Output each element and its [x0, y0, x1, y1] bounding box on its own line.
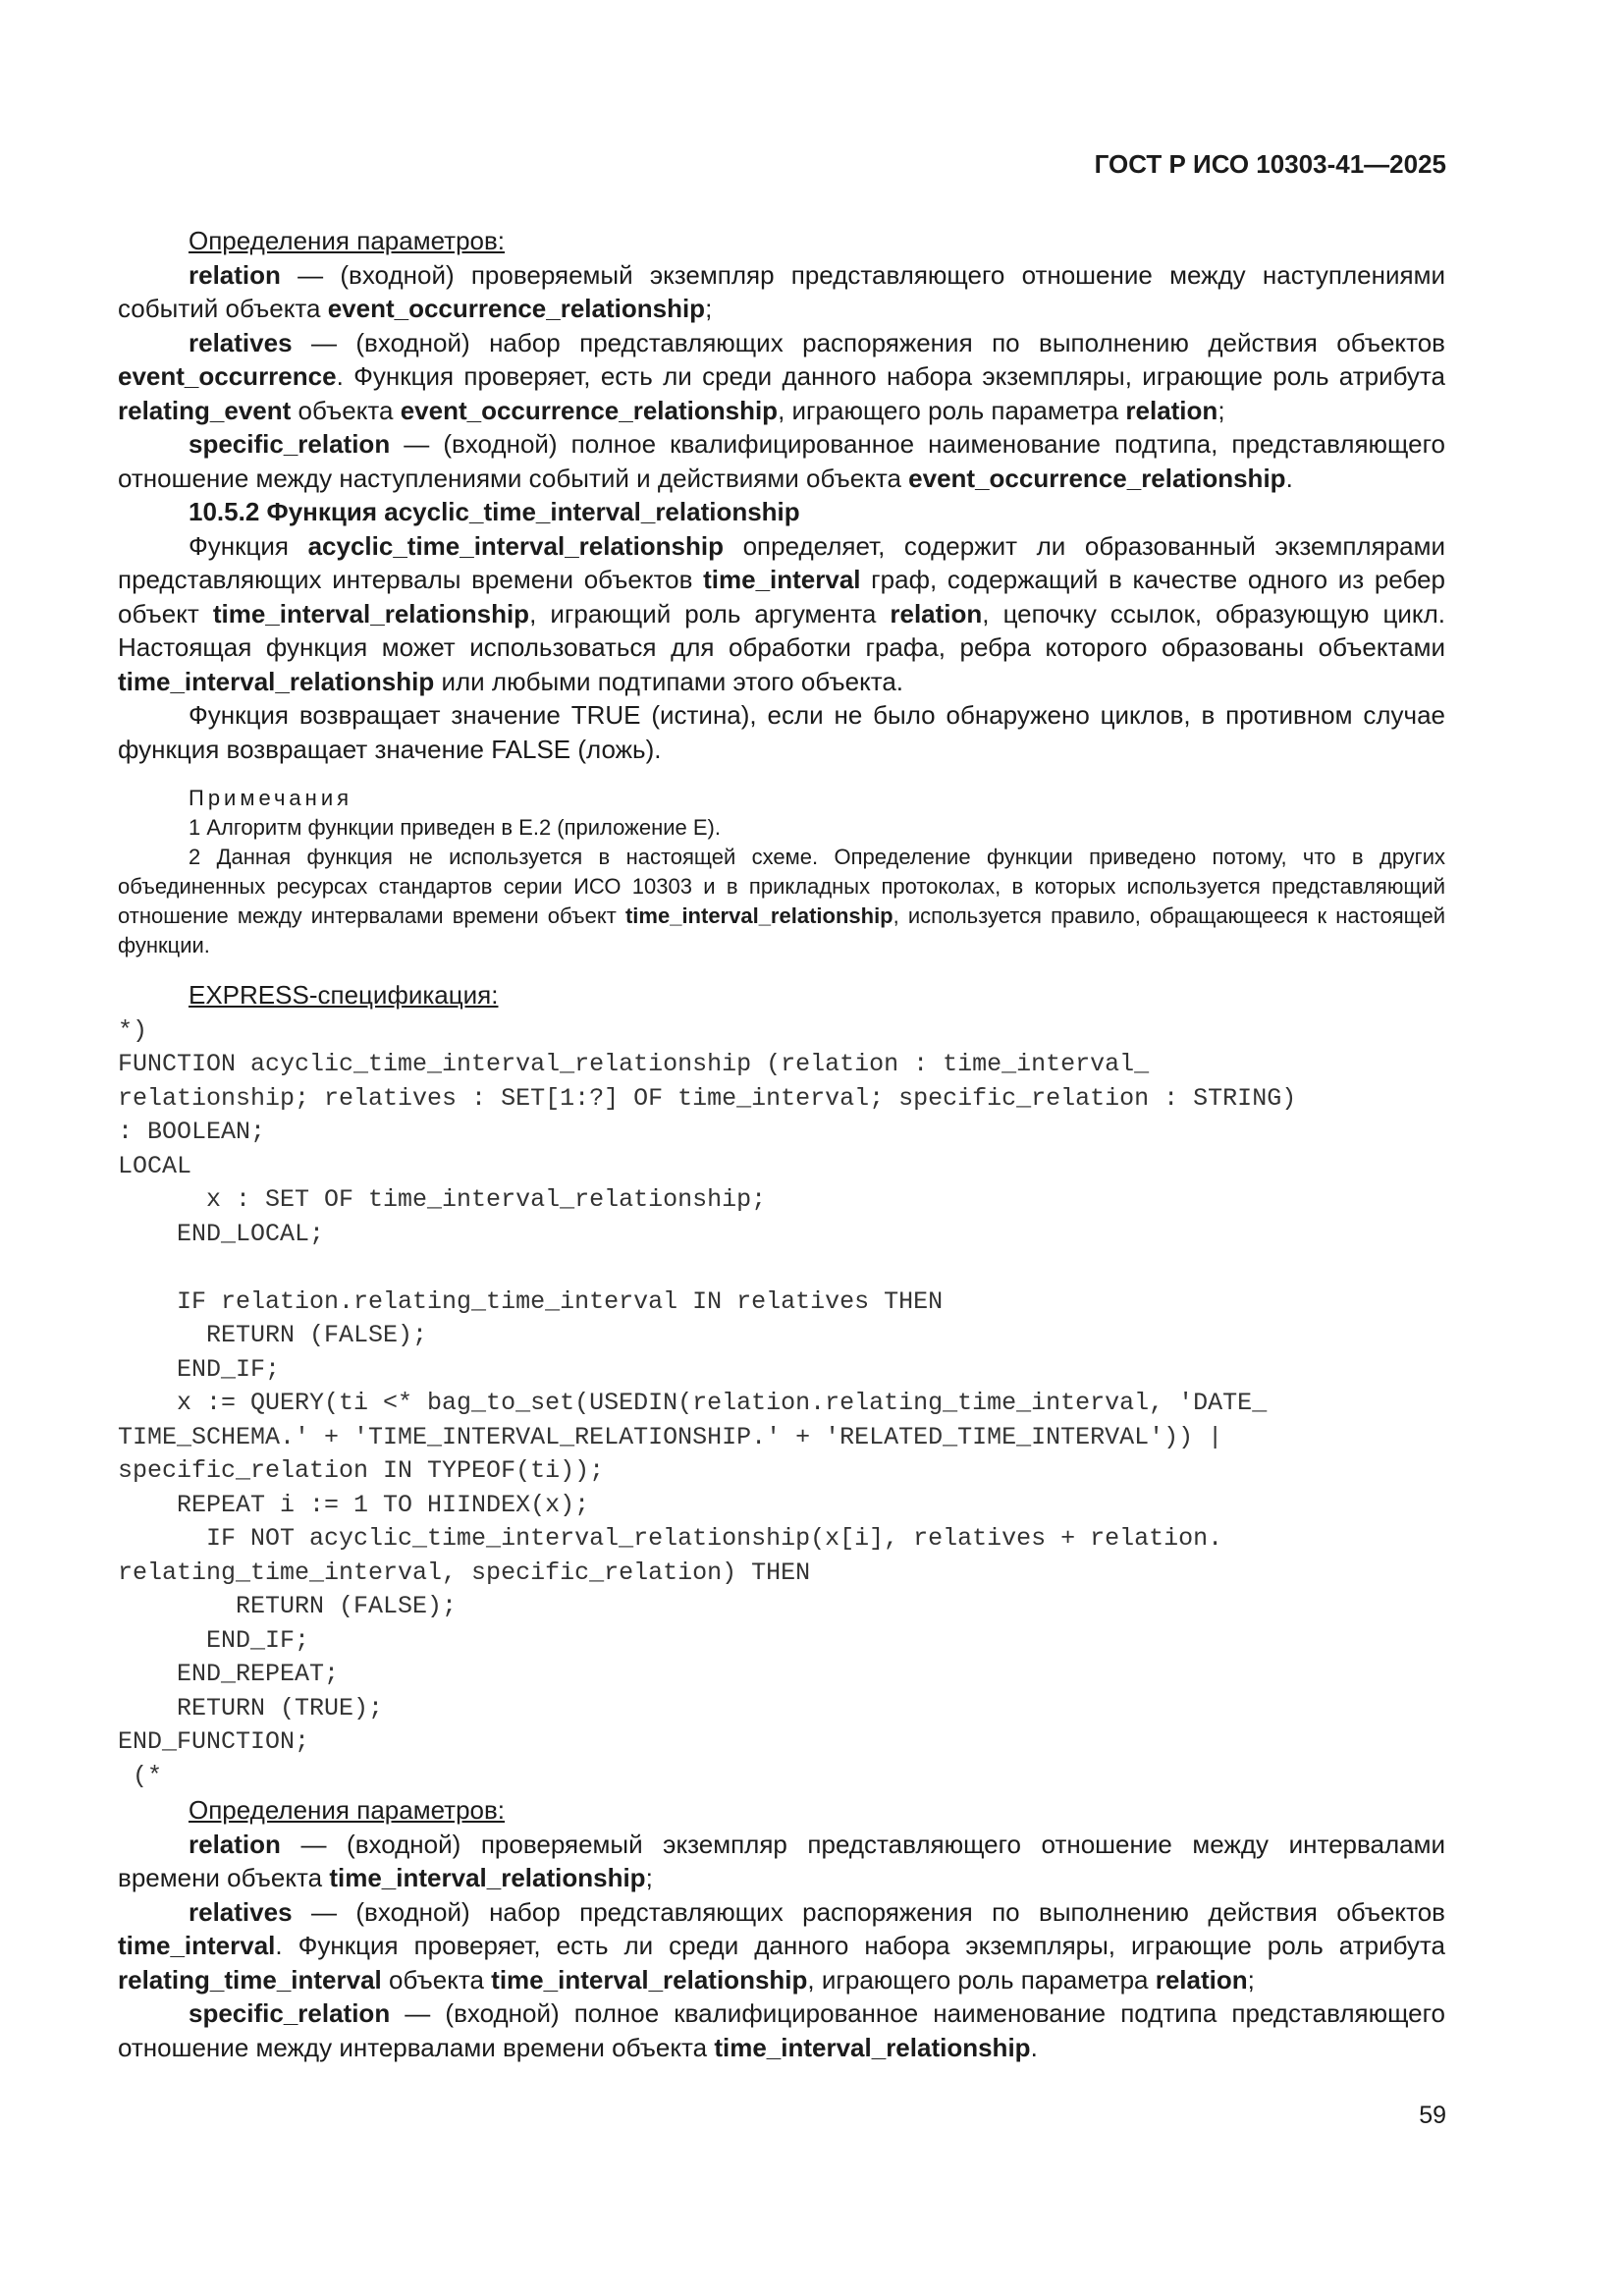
param-text: — (входной) проверяемый экземпляр представляющего отношение между интервалами времени объекта — [118, 1829, 1445, 1892]
param-text: , играющего роль параметра — [807, 1964, 1156, 1995]
param-relatives-1 — [118, 326, 1445, 428]
entity-ref: time_interval_relationship — [491, 1964, 808, 1995]
entity-ref: event_occurrence_relationship — [327, 294, 706, 323]
entity-ref: relation — [1125, 395, 1218, 425]
param-name: relatives — [189, 327, 293, 357]
note-text: 2 Данная функция не используется в настоящей схеме. Определение функции приведено потому, что в других объединенных ресурсах стандартов серии ИСО 10303 и в прикладных протоколах, в которых используется представляющий отношение между интервалами времени объект — [118, 845, 1445, 928]
notes-block — [118, 784, 1445, 960]
param-text: , играющего роль параметра — [778, 395, 1126, 425]
page-number: 59 — [1419, 2102, 1446, 2129]
param-text: . Функция проверяет, есть ли среди данного набора экземпляры, играющие роль атрибута — [275, 1931, 1445, 1960]
document-header: ГОСТ Р ИСО 10303-41—2025 — [1094, 149, 1446, 179]
param-text: — (входной) полное квалифицированное наименование подтипа представляющего отношение между интервалами времени объекта — [118, 1998, 1445, 2062]
desc-text: граф, содержащий в качестве одного из ребер объект — [118, 565, 1445, 629]
entity-ref: relation — [1155, 1964, 1248, 1995]
entity-ref: event_occurrence_relationship — [908, 463, 1286, 493]
desc-text: или любыми подтипами этого объекта. — [434, 666, 904, 696]
entity-ref: event_occurrence — [118, 361, 337, 391]
param-text: — (входной) набор представляющих распоряжения по выполнению действия объектов — [292, 327, 1445, 357]
params-heading-text: Определения параметров: — [189, 226, 506, 255]
express-heading-text: EXPRESS-спецификация: — [189, 980, 499, 1010]
param-name: relation — [189, 259, 281, 290]
note-2 — [118, 843, 1445, 960]
entity-ref: relating_event — [118, 395, 292, 425]
param-specific-1 — [118, 427, 1445, 495]
note-text: , используется правило, обращающееся к настоящей функции. — [118, 903, 1445, 957]
param-relatives-2 — [118, 1895, 1445, 1997]
param-name: specific_relation — [189, 429, 391, 459]
return-description: Функция возвращает значение TRUE (истина), если не было обнаружено циклов, в противном случае функция возвращает значение FALSE (ложь). — [118, 700, 1445, 764]
param-text: ; — [1217, 395, 1225, 425]
function-description — [118, 529, 1445, 699]
notes-title: Примечания — [189, 786, 353, 810]
entity-ref: time_interval — [703, 565, 861, 594]
param-text: — (входной) полное квалифицированное наименование подтипа, представляющего отношение между наступлениями событий и действиями объекта — [118, 429, 1445, 493]
param-text: . — [1030, 2032, 1038, 2062]
express-code-block: *) FUNCTION acyclic_time_interval_relationship (relation : time_interval_ relationship; relatives : SET[1:?] OF time_interval; specific_relation : STRING) : BOOLEAN; LOCAL x : SET OF time_interval_relationship; END_LOCAL; IF relation.relating_time_interval IN relatives THEN RETURN (FALSE); END_IF; x := QUERY(ti <* bag_to_set(USEDIN(relation.relating_time_interval, 'DATE_ TIME_SCHEMA.' + 'TIME_INTERVAL_RELATIONSHIP.' + 'RELATED_TIME_INTERVAL')) | specific_relation IN TYPEOF(ti)); REPEAT i := 1 TO HIINDEX(x); IF NOT acyclic_time_interval_relationship(x[i], relatives + relation. relating_time_interval, specific_relation) THEN RETURN (FALSE); END_IF; END_REPEAT; RETURN (TRUE); END_FUNCTION; (* — [118, 1015, 1297, 1790]
param-text: . — [1285, 463, 1293, 493]
param-text: ; — [1247, 1964, 1255, 1995]
param-text: ; — [705, 294, 713, 323]
entity-ref: relating_time_interval — [118, 1964, 382, 1995]
param-text: объекта — [381, 1964, 492, 1995]
param-text: . Функция проверяет, есть ли среди данного набора экземпляры, играющие роль атрибута — [336, 361, 1445, 391]
param-text: ; — [645, 1863, 653, 1892]
param-text: — (входной) набор представляющих распоряжения по выполнению действия объектов — [292, 1896, 1445, 1927]
params-heading-text: Определения параметров: — [189, 1795, 506, 1825]
param-name: relatives — [189, 1896, 293, 1927]
entity-ref: acyclic_time_interval_relationship — [307, 530, 725, 561]
param-name: relation — [189, 1829, 281, 1859]
params-heading-2 — [118, 1793, 1445, 1828]
express-heading — [118, 978, 1445, 1012]
param-relation-2 — [118, 1828, 1445, 1895]
params-heading-1 — [118, 224, 1445, 258]
entity-ref: time_interval_relationship — [714, 2032, 1031, 2062]
section-heading — [118, 495, 1445, 529]
desc-text: , цепочку ссылок, образующую цикл. Настоящая функция может использоваться для обработки графа, ребра которого образованы объектами — [118, 598, 1445, 662]
desc-text: Функция — [189, 530, 308, 561]
desc-text: определяет, содержит ли образованный экземплярами представляющих интервалы времени объектов — [118, 530, 1445, 594]
param-name: specific_relation — [189, 1998, 391, 2028]
entity-ref: event_occurrence_relationship — [400, 395, 779, 425]
entity-ref: relation — [890, 598, 983, 629]
param-relation-1 — [118, 258, 1445, 326]
note-1: 1 Алгоритм функции приведен в Е.2 (приложение Е). — [189, 815, 721, 840]
section-title: 10.5.2 Функция acyclic_time_interval_relationship — [189, 497, 800, 526]
entity-ref: time_interval_relationship — [212, 598, 530, 629]
param-text: объекта — [291, 395, 401, 425]
param-specific-2 — [118, 1996, 1445, 2064]
entity-ref: time_interval_relationship — [329, 1863, 646, 1892]
entity-ref: time_interval — [118, 1931, 276, 1960]
document-body — [118, 224, 1445, 2064]
entity-ref: time_interval_relationship — [118, 666, 435, 696]
entity-ref: time_interval_relationship — [624, 903, 893, 928]
desc-text: , играющий роль аргумента — [529, 598, 891, 629]
param-text: — (входной) проверяемый экземпляр представляющего отношение между наступлениями событий объекта — [118, 259, 1445, 323]
